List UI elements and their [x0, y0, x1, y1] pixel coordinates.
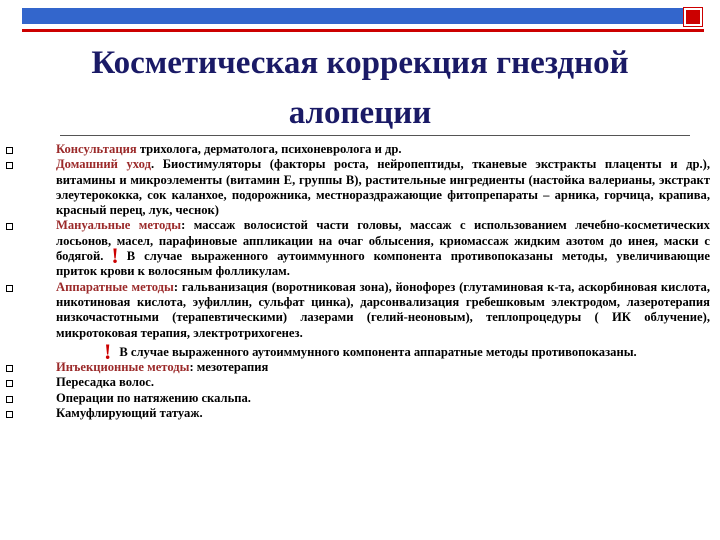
bullet-list [56, 142, 710, 421]
item-lead: Аппаратные методы [56, 279, 174, 294]
header-blue-bar [22, 8, 694, 24]
list-item-scalp-lift [56, 391, 710, 406]
square-bullet-icon [6, 365, 13, 372]
list-item-manual-methods [56, 218, 710, 279]
square-bullet-icon [6, 223, 13, 230]
list-item-home-care [56, 157, 710, 218]
item-text: Пересадка волос. [56, 375, 155, 390]
header-red-line [22, 29, 704, 32]
square-bullet-icon [6, 380, 13, 387]
square-bullet-icon [6, 162, 13, 169]
warning-exclamation-icon: ! [104, 338, 112, 364]
list-item-hardware-methods [56, 280, 710, 341]
item-text: Камуфлирующий татуаж. [56, 406, 203, 421]
title-divider [60, 135, 690, 136]
title-line-2: алопеции [288, 95, 432, 131]
square-bullet-icon [6, 285, 13, 292]
item-text: : массаж волосистой части головы, массаж с использованием лечебно-косметических лосьонов, масел, парафиновые аппликации на очаг облысения, криомассаж жидким азотом до инея, маски с бодягой. [56, 218, 710, 264]
header-red-square [684, 8, 702, 26]
list-item-consultation [56, 142, 710, 157]
item-text: : гальванизация (воротниковая зона), йонофорез (глутаминовая к-та, аскорбиновая кислота, никотиновая кислота, эуфиллин, сульфат цинка), дарсонвализация гребешковым электродом, лазеротерапия низкочастотными (терапевтическими) лазерами (гелий-неоновым), теплопроцедуры ( ИК облучение), микротоковая терапия, электротрихогенез. [56, 279, 711, 340]
item-text: . Биостимуляторы (факторы роста, нейропептиды, тканевые экстракты плаценты и др.), витамины и микроэлементы (витамин Е, группы В), растительные ингредиенты (настойка валерианы, экстракт элеутерококка, сок каланхое, подорожника, местнораздражающие фитопрепараты – арника, горчица, крапива, красный перец, лук, чеснок) [56, 157, 710, 218]
item-text: трихолога, дерматолога, психоневролога и др. [136, 142, 402, 156]
item-lead: Инъекционные методы [56, 360, 190, 375]
item-text: : мезотерапия [189, 360, 269, 375]
list-item-hair-transplant [56, 375, 710, 390]
item-lead: Домашний уход [56, 157, 151, 172]
title-line-1: Косметическая коррекция гнездной [91, 45, 629, 81]
warning-exclamation-icon: ! [111, 243, 119, 269]
square-bullet-icon [6, 396, 13, 403]
item-warning-text: В случае выраженного аутоиммунного компонента аппаратные методы противопоказаны. [119, 344, 637, 359]
square-bullet-icon [6, 147, 13, 154]
square-bullet-icon [6, 411, 13, 418]
item-lead: Мануальные методы [56, 218, 182, 233]
list-item-injection-methods [56, 360, 710, 375]
slide-title [60, 38, 660, 138]
list-item-hardware-warning [56, 338, 710, 364]
item-warning-text: В случае выраженного аутоиммунного компонента противопоказаны методы, увеличивающие приток крови к волосяным фолликулам. [56, 249, 710, 279]
item-text: Операции по натяжению скальпа. [56, 390, 251, 405]
item-lead: Консультация [56, 142, 137, 156]
list-item-camouflage-tattoo [56, 406, 710, 421]
